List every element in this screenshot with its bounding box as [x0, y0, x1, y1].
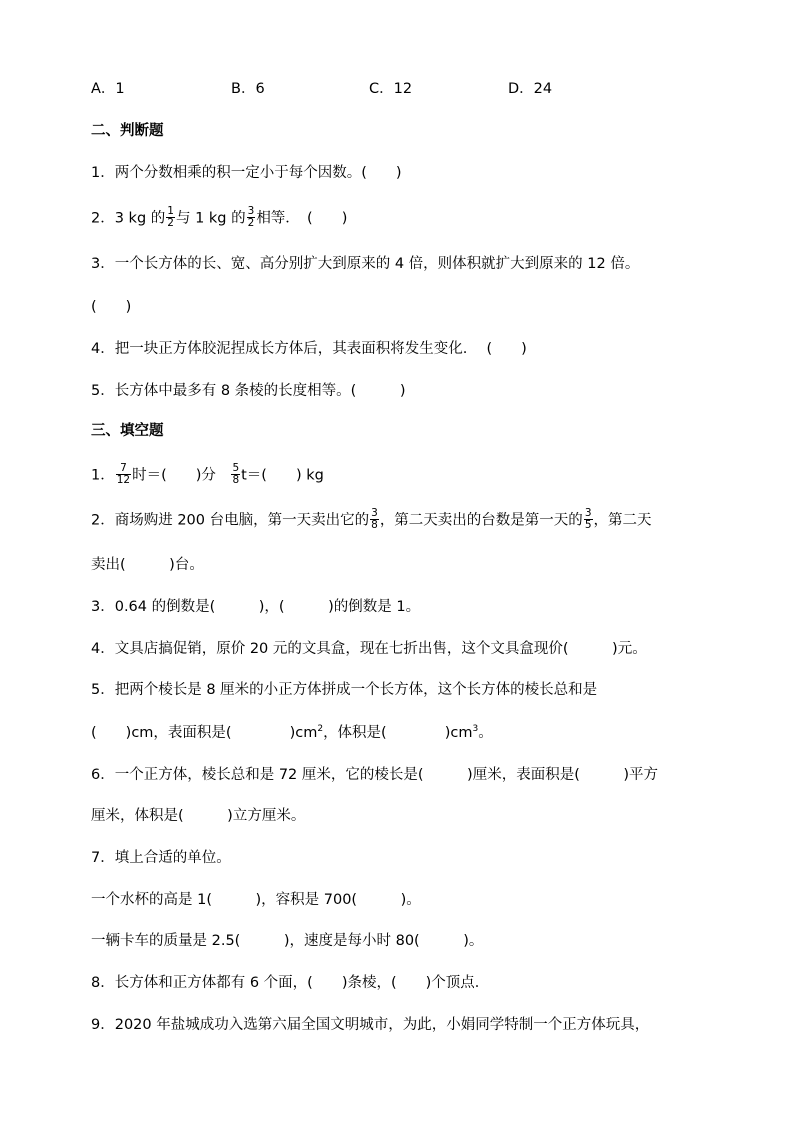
fill-q1 — [91, 464, 734, 487]
fill-q2-text-mid: ，第二天卖出的台数是第一天的 — [379, 512, 583, 529]
judgement-q2-text-pre: 2．3 kg 的 — [91, 210, 166, 227]
fill-q2-text-post: ，第二天 — [593, 512, 652, 529]
superscript-cube: 3 — [472, 724, 479, 735]
judgement-q2 — [91, 207, 734, 230]
fill-q5-text-a: ( )cm，表面积是( )cm — [91, 725, 318, 741]
option-a[interactable]: A．1 — [91, 81, 125, 97]
fraction-one-half: $\frac{1}{2}$ — [167, 205, 174, 229]
option-d[interactable]: D．24 — [508, 81, 553, 97]
fraction-three-halves: $\frac{3}{2}$ — [247, 205, 255, 229]
section-judgement-title: 二、判断题 — [91, 123, 164, 139]
fraction-three-eighths: $\frac{3}{8}$ — [371, 507, 378, 531]
judgement-q1: 1．两个分数相乘的积一定小于每个因数。( ) — [91, 165, 402, 181]
fill-q7-a: 一个水杯的高是 1( )，容积是 700( )。 — [91, 892, 421, 908]
fill-q2-text-pre: 2．商场购进 200 台电脑，第一天卖出它的 — [91, 512, 370, 529]
judgement-q5: 5．长方体中最多有 8 条棱的长度相等。( ) — [91, 383, 406, 399]
superscript-square: 2 — [317, 724, 324, 735]
fill-q7: 7．填上合适的单位。 — [91, 850, 231, 866]
fill-q6-cont: 厘米，体积是( )立方厘米。 — [91, 808, 306, 824]
option-b[interactable]: B．6 — [231, 81, 265, 97]
section-fill-title: 三、填空题 — [91, 423, 164, 439]
fill-q1-number: 1． — [91, 467, 115, 484]
option-c[interactable]: C．12 — [369, 81, 413, 97]
judgement-q3-answer[interactable]: ( ) — [91, 299, 132, 315]
fill-q5: 5．把两个棱长是 8 厘米的小正方体拼成一个长方体，这个长方体的棱长总和是 — [91, 682, 598, 698]
fill-q4: 4．文具店搞促销，原价 20 元的文具盒，现在七折出售，这个文具盒现价( )元。 — [91, 641, 647, 657]
judgement-q3: 3．一个长方体的长、宽、高分别扩大到原来的 4 倍，则体积就扩大到原来的 12 倍。 — [91, 256, 640, 272]
fill-q5-text-c: 。 — [478, 725, 493, 741]
judgement-q2-text-post: 相等． ( ) — [256, 210, 348, 227]
fraction-five-eighths: $\frac{5}{8}$ — [232, 462, 240, 486]
fraction-seven-twelfths: $\frac{7}{12}$ — [116, 462, 131, 486]
fill-q5-text-b: ，体积是( )cm — [323, 725, 473, 741]
fill-q2 — [91, 509, 734, 532]
fill-q3: 3．0.64 的倒数是( )，( )的倒数是 1。 — [91, 599, 421, 615]
fill-q6: 6．一个正方体，棱长总和是 72 厘米，它的棱长是( )厘米，表面积是( )平方 — [91, 767, 659, 783]
fill-q1-text-mid: 时＝( )分 — [132, 467, 231, 484]
fill-q9: 9．2020 年盐城成功入选第六届全国文明城市，为此，小娟同学特制一个正方体玩具， — [91, 1017, 650, 1033]
fill-q5-cont — [91, 723, 734, 743]
fill-q8: 8．长方体和正方体都有 6 个面，( )条棱，( )个顶点． — [91, 975, 490, 991]
fill-q7-b: 一辆卡车的质量是 2.5( )，速度是每小时 80( )。 — [91, 933, 484, 949]
judgement-q2-text-mid: 与 1 kg 的 — [175, 210, 246, 227]
fill-q2-cont: 卖出( )台。 — [91, 557, 204, 573]
fill-q1-text-post: t＝( ) kg — [241, 467, 324, 484]
fraction-three-fifths: $\frac{3}{5}$ — [584, 507, 592, 531]
judgement-q4: 4．把一块正方体胶泥捏成长方体后，其表面积将发生变化. ( ) — [91, 341, 527, 357]
